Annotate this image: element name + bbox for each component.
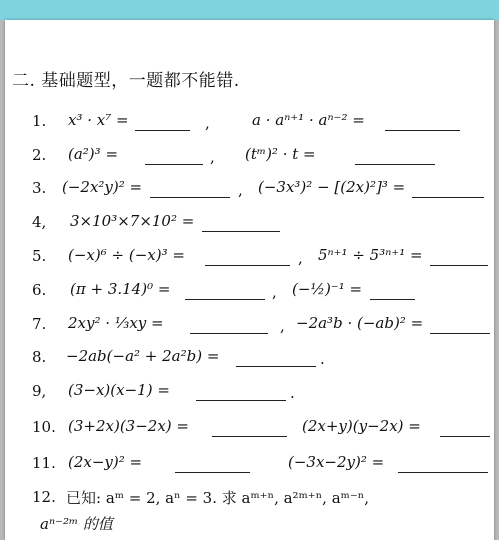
answer-blank[interactable] — [398, 472, 488, 473]
problem-left-expression: (−2x²y)² = — [62, 178, 143, 196]
answer-blank[interactable] — [440, 436, 490, 437]
problem-left-expression: (π + 3.14)⁰ = — [70, 280, 171, 298]
problem-right-expression: (tᵐ)² · t = — [245, 145, 316, 163]
top-bar — [0, 0, 499, 20]
problem-row — [0, 175, 499, 205]
problem-number: 9, — [32, 382, 47, 400]
problem-left-expression: −2ab(−a² + 2a²b) = — [66, 347, 220, 365]
answer-blank[interactable] — [430, 333, 490, 334]
answer-blank[interactable] — [205, 265, 290, 266]
problem-right-expression: 5ⁿ⁺¹ ÷ 5³ⁿ⁺¹ = — [318, 246, 423, 264]
problem-number: 11. — [32, 454, 56, 472]
answer-blank[interactable] — [355, 164, 435, 165]
problem-row — [0, 378, 499, 408]
problem-separator: , — [280, 317, 285, 335]
problem-number: 3. — [32, 179, 47, 197]
problem-separator: , — [205, 114, 210, 132]
answer-blank[interactable] — [412, 197, 484, 198]
problem-row — [0, 450, 499, 480]
problem-separator: , — [210, 148, 215, 166]
problem-row — [0, 243, 499, 273]
problem-number: 7. — [32, 315, 47, 333]
problem-row — [0, 311, 499, 341]
problem-number: 2. — [32, 146, 47, 164]
problem-number: 4, — [32, 213, 47, 231]
problem-right-expression: a · aⁿ⁺¹ · aⁿ⁻² = — [252, 111, 365, 129]
problem-separator: , — [272, 283, 277, 301]
problem-number: 6. — [32, 281, 47, 299]
answer-blank[interactable] — [150, 197, 230, 198]
problem-left-expression: (3−x)(x−1) = — [68, 381, 170, 399]
problem-number: 5. — [32, 247, 47, 265]
problem-left-expression: (a²)³ = — [68, 145, 119, 163]
answer-blank[interactable] — [202, 231, 280, 232]
problem-number: 10. — [32, 418, 56, 436]
problem-separator: . — [290, 384, 295, 402]
answer-blank[interactable] — [185, 299, 265, 300]
answer-blank[interactable] — [430, 265, 488, 266]
problem-separator: , — [238, 181, 243, 199]
problem-right-expression: (−½)⁻¹ = — [292, 280, 363, 298]
problem-left-expression: (2x−y)² = — [68, 453, 143, 471]
problem-separator: . — [320, 350, 325, 368]
problem-continuation: aⁿ⁻²ᵐ 的值 — [40, 515, 113, 533]
problem-separator: , — [298, 249, 303, 267]
problem-left-expression: 2xy² · ⅓xy = — [68, 314, 164, 332]
answer-blank[interactable] — [370, 299, 415, 300]
answer-blank[interactable] — [196, 400, 286, 401]
problem-number: 12. — [32, 488, 56, 506]
problem-number: 1. — [32, 112, 47, 130]
answer-blank[interactable] — [385, 130, 460, 131]
answer-blank[interactable] — [175, 472, 250, 473]
problem-row — [0, 484, 499, 514]
problem-row — [0, 142, 499, 172]
problem-right-expression: (−3x³)² − [(2x)²]³ = — [258, 178, 406, 196]
answer-blank[interactable] — [212, 436, 287, 437]
problem-left-expression: 3×10³×7×10² = — [70, 212, 195, 230]
problem-left-expression: (3+2x)(3−2x) = — [68, 417, 189, 435]
problem-left-expression: x³ · x⁷ = — [68, 111, 129, 129]
problem-right-expression: (−3x−2y)² = — [288, 453, 385, 471]
problem-right-expression: (2x+y)(y−2x) = — [302, 417, 421, 435]
answer-blank[interactable] — [135, 130, 190, 131]
answer-blank[interactable] — [236, 366, 316, 367]
problem-row — [0, 209, 499, 239]
answer-blank[interactable] — [190, 333, 268, 334]
section-title: 二. 基础题型，一题都不能错. — [12, 71, 240, 91]
problem-row — [0, 108, 499, 138]
problem-right-expression: −2a³b · (−ab)² = — [296, 314, 424, 332]
problem-number: 8. — [32, 348, 47, 366]
problem-left-expression: (−x)⁶ ÷ (−x)³ = — [68, 246, 185, 264]
problem-row — [0, 277, 499, 307]
problem-row — [0, 414, 499, 444]
problem-statement: 已知: aᵐ = 2, aⁿ = 3. 求 aᵐ⁺ⁿ, a²ᵐ⁺ⁿ, aᵐ⁻ⁿ, — [66, 489, 370, 507]
answer-blank[interactable] — [145, 164, 203, 165]
problem-row — [0, 344, 499, 374]
